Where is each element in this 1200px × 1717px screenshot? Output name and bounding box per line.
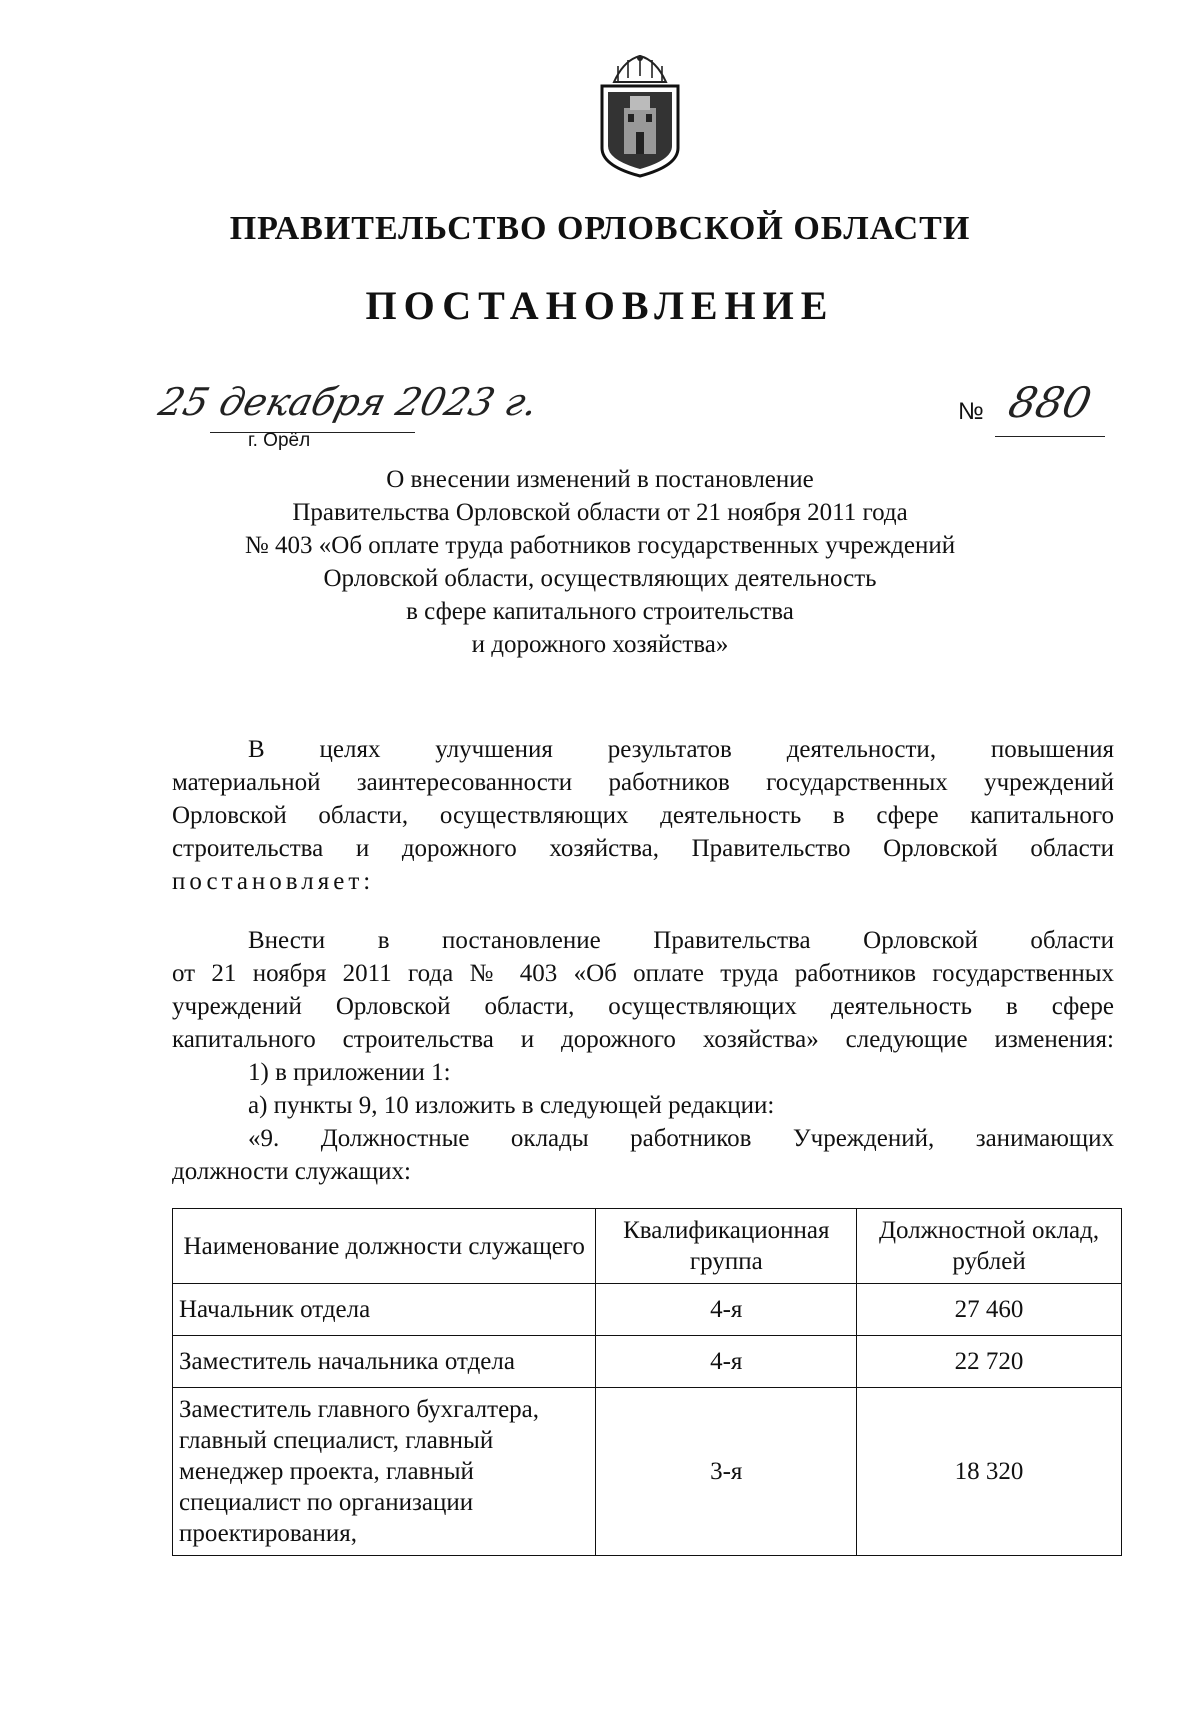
preamble-line: строительства и дорожного хозяйства, Правительство Орловской области [172,835,1114,862]
group-cell: 3-я [596,1388,857,1556]
document-subject [200,463,1000,661]
item-1: 1) в приложении 1: [248,1059,451,1086]
subject-line: Орловской области, осуществляющих деятельность [323,565,877,592]
date-underline [210,432,415,433]
number-underline [995,436,1105,437]
column-header: Квалификационная группа [596,1209,857,1284]
position-cell: Заместитель главного бухгалтера, главный специалист, главный менеджер проекта, главный специалист по организации проектирования, [173,1388,596,1556]
subject-line: О внесении изменений в постановление [386,466,814,493]
number-label: № [958,398,984,425]
main-text [172,924,1114,1188]
table-row [173,1336,1122,1388]
subject-line: и дорожного хозяйства» [471,631,729,658]
document-date: 25 декабря 2023 г. [154,380,543,424]
preamble-line: Орловской области, осуществляющих деятельность в сфере капитального [172,802,1114,829]
coat-of-arms-icon [594,52,686,180]
government-title: ПРАВИТЕЛЬСТВО ОРЛОВСКОЙ ОБЛАСТИ [229,210,971,247]
group-cell: 4-я [596,1284,857,1336]
position-cell: Заместитель начальника отдела [173,1336,596,1388]
table-row [173,1284,1122,1336]
column-header: Наименование должности служащего [173,1209,596,1284]
group-cell: 4-я [596,1336,857,1388]
salary-table [172,1208,1122,1556]
resolves-word: постановляет: [172,868,375,895]
document-number: 880 [1003,378,1097,427]
subject-line: № 403 «Об оплате труда работников государственных учреждений [244,532,956,559]
paragraph-9-line: «9. Должностные оклады работников Учреждений, занимающих [248,1125,1114,1152]
table-row [173,1388,1122,1556]
item-a: а) пункты 9, 10 изложить в следующей редакции: [248,1092,775,1119]
position-cell: Начальник отдела [173,1284,596,1336]
preamble [172,733,1114,898]
preamble-line: материальной заинтересованности работников государственных учреждений [172,769,1114,796]
preamble-line: В целях улучшения результатов деятельности, повышения [248,736,1114,763]
subject-line: Правительства Орловской области от 21 ноября 2011 года [292,499,908,526]
main-line: учреждений Орловской области, осуществляющих деятельность в сфере [172,993,1114,1020]
column-header: Должностной оклад, рублей [857,1209,1122,1284]
main-line: Внести в постановление Правительства Орловской области [248,927,1114,954]
main-line: капитального строительства и дорожного хозяйства» следующие изменения: [172,1026,1114,1053]
salary-cell: 22 720 [857,1336,1122,1388]
table-header-row [173,1209,1122,1284]
document-city: г. Орёл [248,430,311,451]
main-line: от 21 ноября 2011 года № 403 «Об оплате труда работников государственных [172,960,1114,987]
document-type: ПОСТАНОВЛЕНИЕ [365,283,835,328]
salary-cell: 18 320 [857,1388,1122,1556]
subject-line: в сфере капитального строительства [406,598,794,625]
paragraph-9-line: должности служащих: [172,1158,411,1185]
salary-cell: 27 460 [857,1284,1122,1336]
